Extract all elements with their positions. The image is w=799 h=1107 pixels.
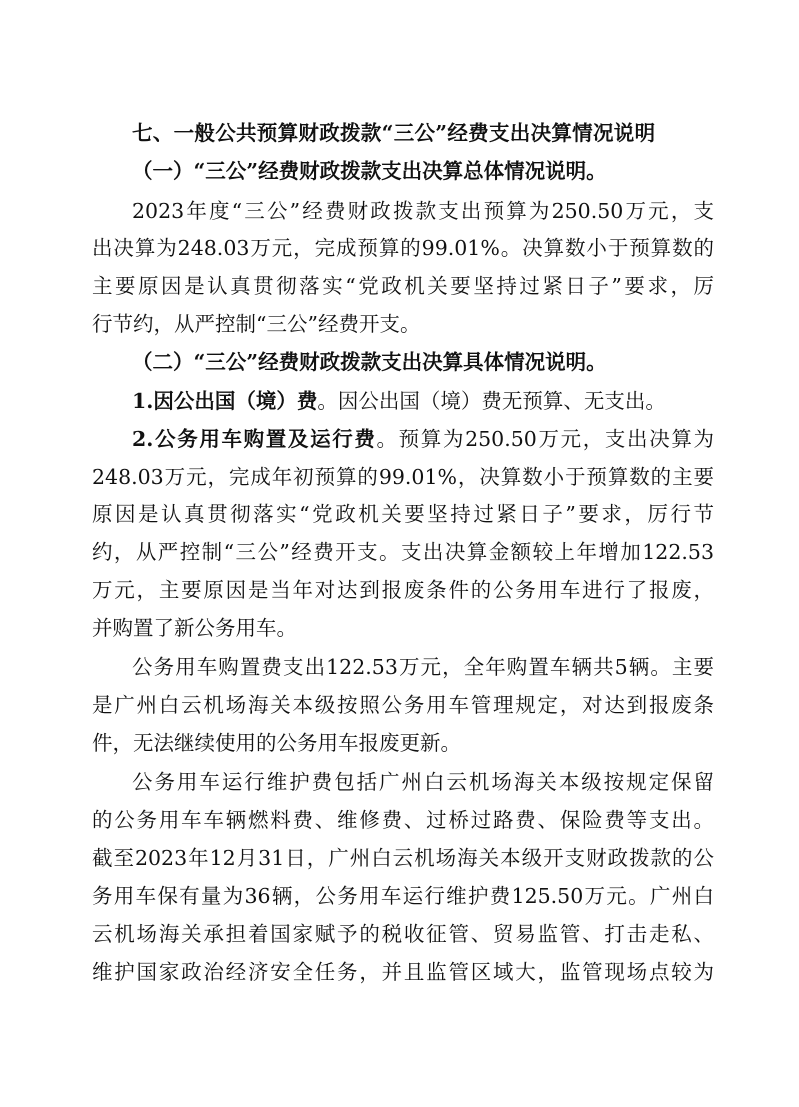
paragraph-line: 万元，主要原因是当年对达到报废条件的公务用车进行了报废，	[92, 578, 714, 602]
paragraph-line: 是广州白云机场海关本级按照公务用车管理规定，对达到报废条	[92, 693, 714, 717]
item-2-text: 。预算为250.50万元，支出决算为	[376, 427, 714, 451]
item-1-title: 1.因公出国（境）费	[132, 389, 318, 413]
item-1-text: 。因公出国（境）费无预算、无支出。	[317, 389, 666, 413]
subsection-heading-1: （一）“三公”经费财政拨款支出决算总体情况说明。	[132, 159, 607, 183]
paragraph-line: 原因是认真贯彻落实“党政机关要坚持过紧日子”要求，厉行节	[92, 502, 714, 526]
paragraph-line: 的公务用车车辆燃料费、维修费、过桥过路费、保险费等支出。	[92, 808, 714, 832]
paragraph-line: 截至2023年12月31日，广州白云机场海关本级开支财政拨款的公	[92, 846, 714, 870]
paragraph-line: 并购置了新公务用车。	[92, 616, 297, 640]
paragraph-line: 出决算为248.03万元，完成预算的99.01%。决算数小于预算数的	[92, 236, 714, 260]
subsection-heading-2: （二）“三公”经费财政拨款支出决算具体情况说明。	[132, 350, 607, 374]
item-1-line	[132, 386, 714, 416]
paragraph-line: 务用车保有量为36辆，公务用车运行维护费125.50万元。广州白	[92, 884, 714, 908]
paragraph-line: 行节约，从严控制“三公”经费开支。	[92, 312, 421, 336]
paragraph-line: 公务用车购置费支出122.53万元，全年购置车辆共5辆。主要	[132, 655, 714, 679]
paragraph-line: 维护国家政治经济安全任务，并且监管区域大，监管现场点较为	[92, 960, 714, 984]
paragraph-line: 约，从严控制“三公”经费开支。支出决算金额较上年增加122.53	[92, 540, 714, 564]
paragraph-line: 主要原因是认真贯彻落实“党政机关要坚持过紧日子”要求，厉	[92, 274, 714, 298]
item-2-line	[132, 424, 714, 454]
item-2-title: 2.公务用车购置及运行费	[132, 427, 377, 451]
paragraph-line: 件，无法继续使用的公务用车报废更新。	[92, 731, 461, 755]
paragraph-line: 2023年度“三公”经费财政拨款支出预算为250.50万元，支	[132, 199, 714, 223]
paragraph-line: 云机场海关承担着国家赋予的税收征管、贸易监管、打击走私、	[92, 922, 714, 946]
paragraph-line: 248.03万元，完成年初预算的99.01%，决算数小于预算数的主要	[92, 465, 714, 489]
paragraph-line: 公务用车运行维护费包括广州白云机场海关本级按规定保留	[132, 770, 714, 794]
section-heading: 七、一般公共预算财政拨款“三公”经费支出决算情况说明	[132, 121, 656, 145]
